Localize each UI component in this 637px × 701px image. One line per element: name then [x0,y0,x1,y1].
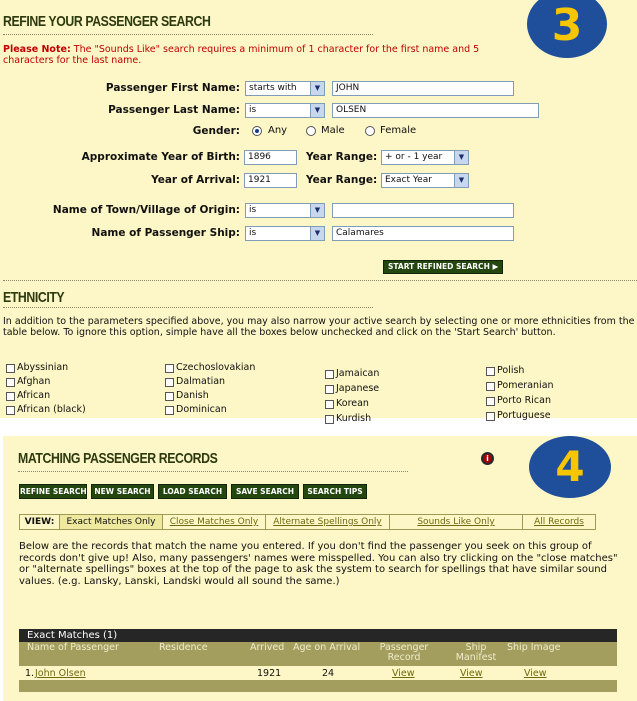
column-header-ship-image: Ship Image [507,642,561,653]
ethnicity-label: Kurdish [336,413,372,424]
ethnicity-label: Afghan [17,376,51,387]
ethnicity-label: Porto Rican [497,395,551,406]
ethnicity-label: Korean [336,398,369,409]
ethnicity-checkbox[interactable] [486,412,495,421]
tab-all-records[interactable]: All Records [534,517,584,527]
arrived-cell: 1921 [257,668,282,679]
start-refined-search-button[interactable]: START REFINED SEARCH ▶ [383,260,503,274]
ethnicity-checkbox[interactable] [325,385,334,394]
arrival-year-label: Year of Arrival: [151,174,240,186]
chevron-down-icon: ▼ [454,174,468,187]
ethnicity-label: Portuguese [497,410,551,421]
column-header-passenger-record: Passenger Record [379,642,429,663]
ethnicity-label: Jamaican [336,368,380,379]
origin-input[interactable] [332,203,514,218]
gender-female-radio[interactable] [365,126,375,136]
first-name-mode-select[interactable]: starts with ▼ [245,81,325,96]
divider [18,471,408,472]
load-search-button[interactable]: LOAD SEARCH [158,484,227,499]
column-header-ship-manifest: Ship Manifest [455,642,497,663]
row-index: 1. [25,668,35,679]
save-search-button[interactable]: SAVE SEARCH [231,484,299,499]
age-cell: 24 [322,668,335,679]
chevron-down-icon: ▼ [310,104,324,117]
chevron-down-icon: ▼ [310,227,324,240]
ethnicity-description: In addition to the parameters specified above, you may also narrow your active search by selecting one or more ethnicities from the table below. To ignore this option, simple have all the boxes below unchecked and click on the 'Start Search' button. [3,316,635,338]
results-description: Below are the records that match the name you entered. If you don't find the passenger you seek on this group of records don't give up! Also, many passengers' names were misspelled. You can also try clicking on the "close matches" or "alternate spellings" boxes at the top of the page to ask the system to search for spellings that have similar sound values. (e.g. Lansky, Lanski, Landski would all sound the same.) [19,541,618,587]
last-name-label: Passenger Last Name: [108,104,240,116]
chevron-down-icon: ▼ [310,82,324,95]
ethnicity-checkbox[interactable] [486,397,495,406]
ethnicity-checkbox[interactable] [6,392,15,401]
last-name-input[interactable]: OLSEN [332,103,539,118]
passenger-name-link[interactable]: John Olsen [35,668,86,679]
view-filter-bar [19,514,596,530]
info-icon[interactable]: i [481,452,494,465]
divider [3,307,373,308]
ethnicity-checkbox[interactable] [165,406,174,415]
ethnicity-checkbox[interactable] [165,392,174,401]
ship-mode-select[interactable]: is ▼ [245,226,325,241]
tab-exact-matches[interactable]: Exact Matches Only [60,515,163,529]
gender-any-radio[interactable] [252,126,262,136]
ship-label: Name of Passenger Ship: [91,227,240,239]
ethnicity-checkbox[interactable] [165,378,174,387]
first-name-label: Passenger First Name: [105,82,240,94]
ethnicity-label: Czechoslovakian [176,362,256,373]
sounds-like-note: Please Note: The "Sounds Like" search requires a minimum of 1 character for the first name and 5 characters for the last name. [3,44,480,66]
birth-year-input[interactable]: 1896 [244,150,297,165]
tab-sounds-like[interactable]: Sounds Like Only [390,515,523,529]
ship-manifest-view-link[interactable]: View [460,668,483,679]
ethnicity-label: Dalmatian [176,376,226,387]
divider [3,34,373,35]
tab-alternate-spellings[interactable]: Alternate Spellings Only [266,515,390,529]
ethnicity-label: Polish [497,365,525,376]
column-header-age: Age on Arrival [293,642,361,653]
column-header-residence: Residence [159,642,208,653]
column-header-name: Name of Passenger [27,642,119,653]
passenger-record-view-link[interactable]: View [392,668,415,679]
divider [3,280,637,281]
view-label: VIEW: [20,515,60,529]
ethnicity-label: Pomeranian [497,380,554,391]
birth-year-label: Approximate Year of Birth: [81,151,240,163]
chevron-down-icon: ▼ [454,151,468,164]
birth-range-label: Year Range: [306,151,378,163]
results-footer-bar [19,680,617,692]
first-name-input[interactable]: JOHN [332,81,514,96]
birth-range-select[interactable]: + or - 1 year ▼ [381,150,469,165]
ethnicity-checkbox[interactable] [325,370,334,379]
new-search-button[interactable]: NEW SEARCH [91,484,154,499]
gender-female-label: Female [380,125,417,136]
origin-mode-select[interactable]: is ▼ [245,203,325,218]
results-column-headers [19,642,617,666]
step-badge-4: 4 [529,436,611,498]
gender-label: Gender: [192,125,240,137]
chevron-down-icon: ▼ [310,204,324,217]
arrival-range-label: Year Range: [306,174,378,186]
ship-input[interactable]: Calamares [332,226,514,241]
search-tips-button[interactable]: SEARCH TIPS [303,484,367,499]
tab-close-matches[interactable]: Close Matches Only [163,515,266,529]
ethnicity-checkbox[interactable] [6,378,15,387]
arrival-range-select[interactable]: Exact Year ▼ [381,173,469,188]
ethnicity-checkbox[interactable] [6,364,15,373]
ethnicity-checkbox[interactable] [486,382,495,391]
matching-records-title: MATCHING PASSENGER RECORDS [18,450,218,467]
step-badge-3: 3 [527,0,607,58]
ethnicity-label: African [17,390,51,401]
refine-search-button[interactable]: REFINE SEARCH [19,484,87,499]
refine-search-title: REFINE YOUR PASSENGER SEARCH [3,13,211,30]
ethnicity-label: African (black) [17,404,86,415]
origin-label: Name of Town/Village of Origin: [52,204,240,216]
last-name-mode-select[interactable]: is ▼ [245,103,325,118]
ethnicity-checkbox[interactable] [325,415,334,424]
ethnicity-title: ETHNICITY [3,289,65,306]
ethnicity-label: Abyssinian [17,362,69,373]
ethnicity-checkbox[interactable] [486,367,495,376]
arrival-year-input[interactable]: 1921 [244,173,297,188]
gender-male-radio[interactable] [306,126,316,136]
ethnicity-checkbox[interactable] [325,400,334,409]
ethnicity-label: Danish [176,390,209,401]
ethnicity-checkbox[interactable] [165,364,174,373]
column-header-arrived: Arrived [250,642,285,653]
gender-any-label: Any [268,125,288,136]
ship-image-view-link[interactable]: View [524,668,547,679]
exact-matches-header: Exact Matches (1) [19,629,617,642]
matching-records-panel [0,436,637,701]
ethnicity-label: Dominican [176,404,227,415]
ethnicity-checkbox[interactable] [6,406,15,415]
ethnicity-label: Japanese [336,383,380,394]
table-row [19,666,617,680]
gender-male-label: Male [321,125,345,136]
